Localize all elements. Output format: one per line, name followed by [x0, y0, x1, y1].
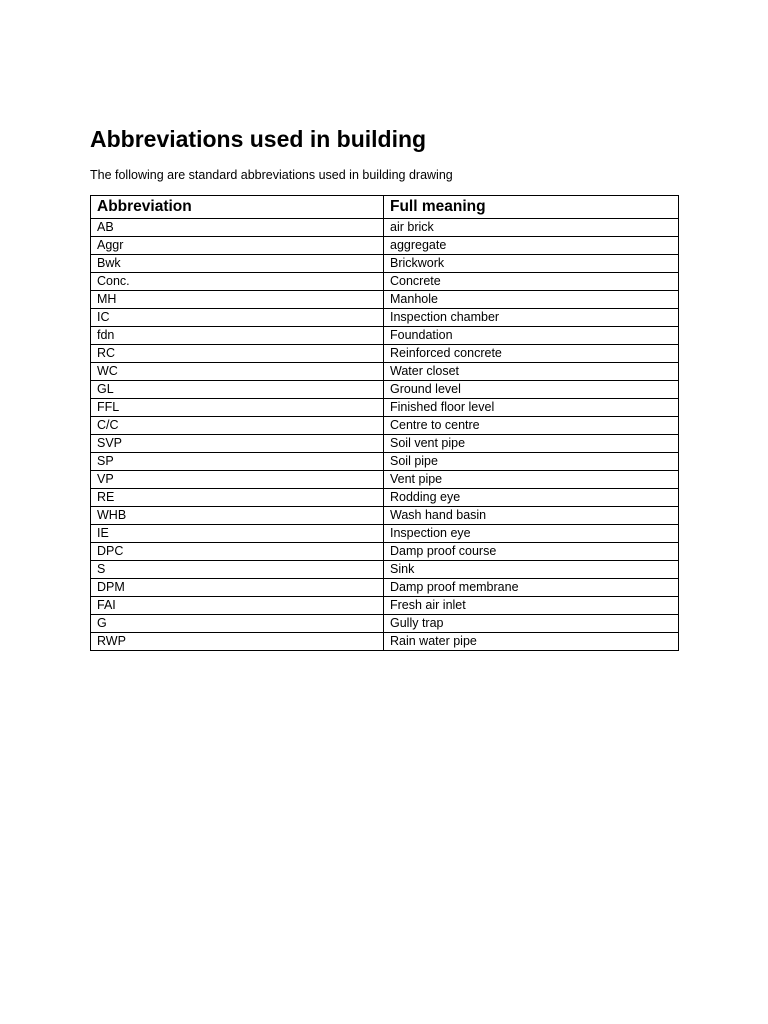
table-row	[91, 363, 679, 381]
meaning-cell: Fresh air inlet	[384, 597, 679, 615]
meaning-cell: Damp proof course	[384, 543, 679, 561]
abbreviation-cell: Bwk	[91, 255, 384, 273]
meaning-cell: Vent pipe	[384, 471, 679, 489]
table-row	[91, 597, 679, 615]
abbreviation-cell: WC	[91, 363, 384, 381]
table-row	[91, 345, 679, 363]
page-title: Abbreviations used in building	[90, 126, 427, 152]
abbreviation-cell: fdn	[91, 327, 384, 345]
table-row	[91, 237, 679, 255]
abbreviation-cell: MH	[91, 291, 384, 309]
abbreviation-cell: RE	[91, 489, 384, 507]
intro-paragraph: The following are standard abbreviations used in building drawing	[90, 168, 453, 182]
table-row	[91, 633, 679, 651]
table-row	[91, 471, 679, 489]
meaning-cell: Rodding eye	[384, 489, 679, 507]
header-full-meaning: Full meaning	[384, 196, 679, 219]
table-row	[91, 291, 679, 309]
table-row	[91, 255, 679, 273]
table-row	[91, 219, 679, 237]
abbreviation-cell: SP	[91, 453, 384, 471]
table-body	[91, 219, 679, 651]
abbreviation-cell: G	[91, 615, 384, 633]
meaning-cell: Manhole	[384, 291, 679, 309]
table-row	[91, 525, 679, 543]
header-abbreviation: Abbreviation	[91, 196, 384, 219]
table-row	[91, 489, 679, 507]
abbreviation-cell: S	[91, 561, 384, 579]
abbreviation-cell: IC	[91, 309, 384, 327]
abbreviation-cell: SVP	[91, 435, 384, 453]
meaning-cell: aggregate	[384, 237, 679, 255]
meaning-cell: Centre to centre	[384, 417, 679, 435]
abbreviation-cell: IE	[91, 525, 384, 543]
meaning-cell: Soil vent pipe	[384, 435, 679, 453]
abbreviation-cell: Aggr	[91, 237, 384, 255]
meaning-cell: Inspection eye	[384, 525, 679, 543]
table-row	[91, 381, 679, 399]
table-row	[91, 579, 679, 597]
meaning-cell: Water closet	[384, 363, 679, 381]
meaning-cell: Soil pipe	[384, 453, 679, 471]
table-header-row	[91, 196, 679, 219]
meaning-cell: Rain water pipe	[384, 633, 679, 651]
table-row	[91, 615, 679, 633]
meaning-cell: Damp proof membrane	[384, 579, 679, 597]
table-row	[91, 273, 679, 291]
meaning-cell: Finished floor level	[384, 399, 679, 417]
abbreviation-cell: AB	[91, 219, 384, 237]
meaning-cell: Gully trap	[384, 615, 679, 633]
abbreviation-cell: RWP	[91, 633, 384, 651]
abbreviation-cell: VP	[91, 471, 384, 489]
meaning-cell: Ground level	[384, 381, 679, 399]
meaning-cell: Reinforced concrete	[384, 345, 679, 363]
meaning-cell: Inspection chamber	[384, 309, 679, 327]
abbreviation-cell: Conc.	[91, 273, 384, 291]
table-row	[91, 453, 679, 471]
table-row	[91, 543, 679, 561]
abbreviations-table	[90, 195, 679, 651]
abbreviation-cell: RC	[91, 345, 384, 363]
table-row	[91, 507, 679, 525]
table-row	[91, 309, 679, 327]
abbreviation-cell: C/C	[91, 417, 384, 435]
abbreviation-cell: GL	[91, 381, 384, 399]
abbreviation-cell: FFL	[91, 399, 384, 417]
abbreviation-cell: DPC	[91, 543, 384, 561]
table-row	[91, 399, 679, 417]
table-row	[91, 435, 679, 453]
abbreviation-cell: DPM	[91, 579, 384, 597]
meaning-cell: air brick	[384, 219, 679, 237]
meaning-cell: Wash hand basin	[384, 507, 679, 525]
table-row	[91, 327, 679, 345]
meaning-cell: Foundation	[384, 327, 679, 345]
abbreviation-cell: WHB	[91, 507, 384, 525]
abbreviation-cell: FAI	[91, 597, 384, 615]
meaning-cell: Concrete	[384, 273, 679, 291]
table-row	[91, 417, 679, 435]
table-row	[91, 561, 679, 579]
meaning-cell: Brickwork	[384, 255, 679, 273]
meaning-cell: Sink	[384, 561, 679, 579]
